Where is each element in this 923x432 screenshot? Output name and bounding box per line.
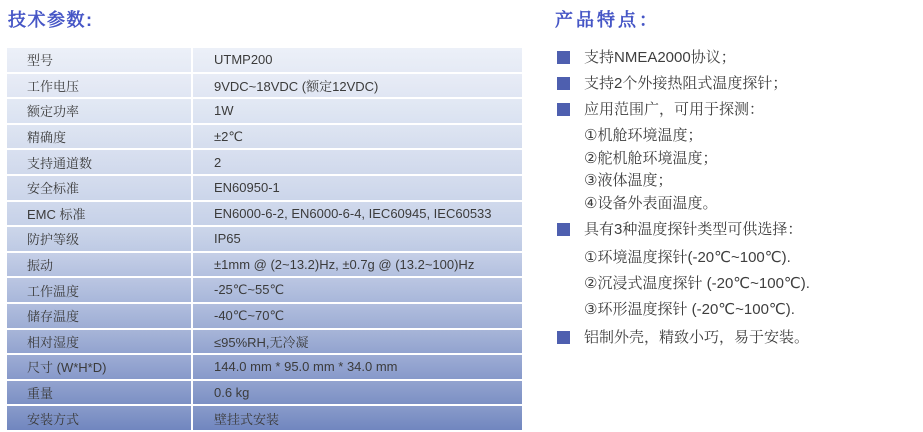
- feature-item: [555, 47, 920, 68]
- spec-label: 安装方式: [7, 406, 193, 430]
- feature-subitem: ②舵机舱环境温度；: [584, 149, 718, 167]
- table-row: [7, 227, 522, 253]
- spec-label: 工作温度: [7, 278, 193, 302]
- table-row: [7, 74, 522, 100]
- spec-value: 1W: [214, 103, 234, 119]
- specs-table: [7, 48, 522, 432]
- spec-value: 144.0 mm * 95.0 mm * 34.0 mm: [214, 359, 398, 375]
- spec-value: IP65: [214, 231, 241, 247]
- feature-subitem: ①环境温度探针(-20℃~100℃).: [584, 249, 791, 266]
- spec-value: 0.6 kg: [214, 385, 250, 401]
- bullet-square-icon: [557, 77, 570, 90]
- table-row: [7, 355, 522, 381]
- feature-text: 铝制外壳，精致小巧，易于安装。: [584, 329, 810, 346]
- spec-label: 支持通道数: [7, 150, 193, 174]
- feature-sublist: [584, 125, 920, 215]
- spec-label: 重量: [7, 381, 193, 405]
- spec-value: ≤95%RH,无冷凝: [214, 334, 309, 350]
- feature-text: 支持NMEA2000协议；: [584, 49, 736, 66]
- table-row: [7, 176, 522, 202]
- feature-item: [555, 219, 920, 240]
- spec-value: 壁挂式安装: [214, 411, 280, 427]
- spec-label: 储存温度: [7, 304, 193, 328]
- features-section-title: 产品特点：: [555, 10, 660, 30]
- spec-label: 额定功率: [7, 99, 193, 123]
- table-row: [7, 125, 522, 151]
- table-row: [7, 150, 522, 176]
- table-row: [7, 202, 522, 228]
- spec-label: 型号: [7, 48, 193, 72]
- features-list: [555, 47, 920, 353]
- spec-label: 相对湿度: [7, 330, 193, 354]
- feature-item: [555, 73, 920, 94]
- spec-value: EN6000-6-2, EN6000-6-4, IEC60945, IEC60533: [214, 205, 492, 221]
- spec-label: 振动: [7, 253, 193, 277]
- feature-text: 应用范围广，可用于探测：: [584, 101, 765, 118]
- spec-label: 精确度: [7, 125, 193, 149]
- feature-sublist: [584, 245, 920, 323]
- spec-value: UTMP200: [214, 52, 273, 68]
- spec-label: EMC 标准: [7, 202, 193, 226]
- feature-subitem: ①机舱环境温度；: [584, 127, 703, 144]
- spec-value: EN60950-1: [214, 180, 280, 196]
- spec-label: 安全标准: [7, 176, 193, 200]
- feature-item: [555, 99, 920, 120]
- table-row: [7, 330, 522, 356]
- table-row: [7, 381, 522, 407]
- spec-label: 工作电压: [7, 74, 193, 98]
- bullet-square-icon: [557, 103, 570, 116]
- bullet-square-icon: [557, 331, 570, 344]
- spec-value: ±2℃: [214, 128, 243, 144]
- spec-value: -40℃~70℃: [214, 307, 285, 323]
- bullet-square-icon: [557, 223, 570, 236]
- feature-subitem: ③液体温度；: [584, 172, 673, 189]
- spec-value: -25℃~55℃: [214, 282, 285, 298]
- bullet-square-icon: [557, 51, 570, 64]
- table-row: [7, 48, 522, 74]
- spec-value: ±1mm @ (2~13.2)Hz, ±0.7g @ (13.2~100)Hz: [214, 257, 475, 273]
- specs-section-title: 技术参数:: [8, 10, 94, 30]
- table-row: [7, 304, 522, 330]
- table-row: [7, 278, 522, 304]
- table-row: [7, 406, 522, 432]
- spec-value: 9VDC~18VDC (额定12VDC): [214, 78, 379, 94]
- feature-subitem: ②沉浸式温度探针 (-20℃~100℃).: [584, 275, 810, 292]
- feature-text: 支持2个外接热阻式温度探针；: [584, 75, 788, 92]
- spec-value: 2: [214, 154, 222, 170]
- feature-text: 具有3种温度探针类型可供选择：: [584, 221, 803, 238]
- table-row: [7, 99, 522, 125]
- feature-item: [555, 327, 920, 348]
- feature-subitem: ③环形温度探针 (-20℃~100℃).: [584, 301, 795, 318]
- feature-subitem: ④设备外表面温度。: [584, 194, 718, 212]
- spec-label: 防护等级: [7, 227, 193, 251]
- spec-label: 尺寸 (W*H*D): [7, 355, 193, 379]
- table-row: [7, 253, 522, 279]
